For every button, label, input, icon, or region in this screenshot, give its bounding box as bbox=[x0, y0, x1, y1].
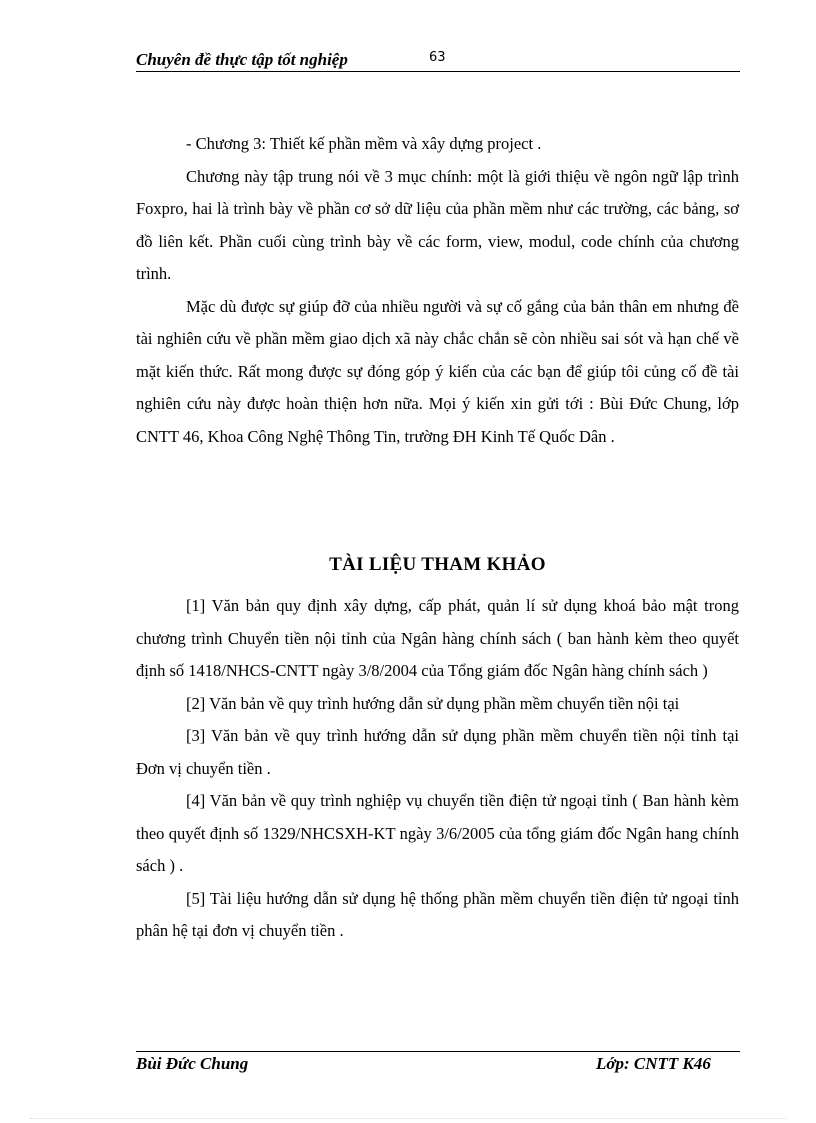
reference-item: [3] Văn bản về quy trình hướng dẫn sử dụng phần mềm chuyển tiền nội tỉnh tại Đơn vị chuyển tiền . bbox=[136, 726, 739, 778]
references-list bbox=[136, 590, 739, 948]
footer-author: Bùi Đức Chung bbox=[136, 1054, 249, 1073]
header-rule bbox=[136, 71, 740, 72]
intro-section bbox=[136, 128, 739, 453]
footer-class: Lớp: CNTT K46 bbox=[596, 1054, 711, 1073]
closing-paragraph: Mặc dù được sự giúp đỡ của nhiều người và sự cố gắng của bản thân em nhưng đề tài nghiên cứu về phần mềm giao dịch xã này chắc chắn sẽ còn nhiều sai sót và hạn chế về mặt kiến thức. Rất mong được sự đóng góp ý kiến của các bạn để giúp tôi củng cố đề tài nghiên cứu này được hoàn thiện hơn nữa. Mọi ý kiến xin gửi tới : Bùi Đức Chung, lớp CNTT 46, Khoa Công Nghệ Thông Tin, trường ĐH Kinh Tế Quốc Dân . bbox=[136, 296, 739, 446]
reference-item: [2] Văn bản về quy trình hướng dẫn sử dụng phần mềm chuyển tiền nội tại bbox=[186, 693, 680, 713]
page-edge-divider bbox=[30, 1118, 786, 1119]
footer-rule bbox=[136, 1051, 740, 1052]
references-heading: TÀI LIỆU THAM KHẢO bbox=[329, 554, 546, 575]
reference-item: [1] Văn bản quy định xây dựng, cấp phát, quản lí sử dụng khoá bảo mật trong chương trình Chuyển tiền nội tỉnh của Ngân hàng chính sách ( ban hành kèm theo quyết định số 1418/NHCS-CNTT ngày 3/8/2004 của Tổng giám đốc Ngân hàng chính sách ) bbox=[136, 596, 739, 680]
chapter-3-description: Chương này tập trung nói về 3 mục chính: một là giới thiệu về ngôn ngữ lập trình Foxpro, hai là trình bày về phần cơ sở dữ liệu của phần mềm như các trường, các bảng, sơ đồ liên kết. Phần cuối cùng trình bày về các form, view, modul, code chính của chương trình. bbox=[136, 166, 739, 283]
page-number: 63 bbox=[429, 50, 446, 65]
reference-item: [5] Tài liệu hướng dẫn sử dụng hệ thống phần mềm chuyển tiền điện tử ngoại tỉnh phân hệ tại đơn vị chuyển tiền . bbox=[136, 888, 739, 940]
header-title: Chuyên đề thực tập tốt nghiệp bbox=[136, 50, 348, 69]
chapter-3-item: - Chương 3: Thiết kế phần mềm và xây dựng project . bbox=[186, 134, 542, 153]
reference-item: [4] Văn bản về quy trình nghiệp vụ chuyển tiền điện tử ngoại tỉnh ( Ban hành kèm theo quyết định số 1329/NHCSXH-KT ngày 3/6/2005 của tổng giám đốc Ngân hang chính sách ) . bbox=[136, 791, 739, 875]
